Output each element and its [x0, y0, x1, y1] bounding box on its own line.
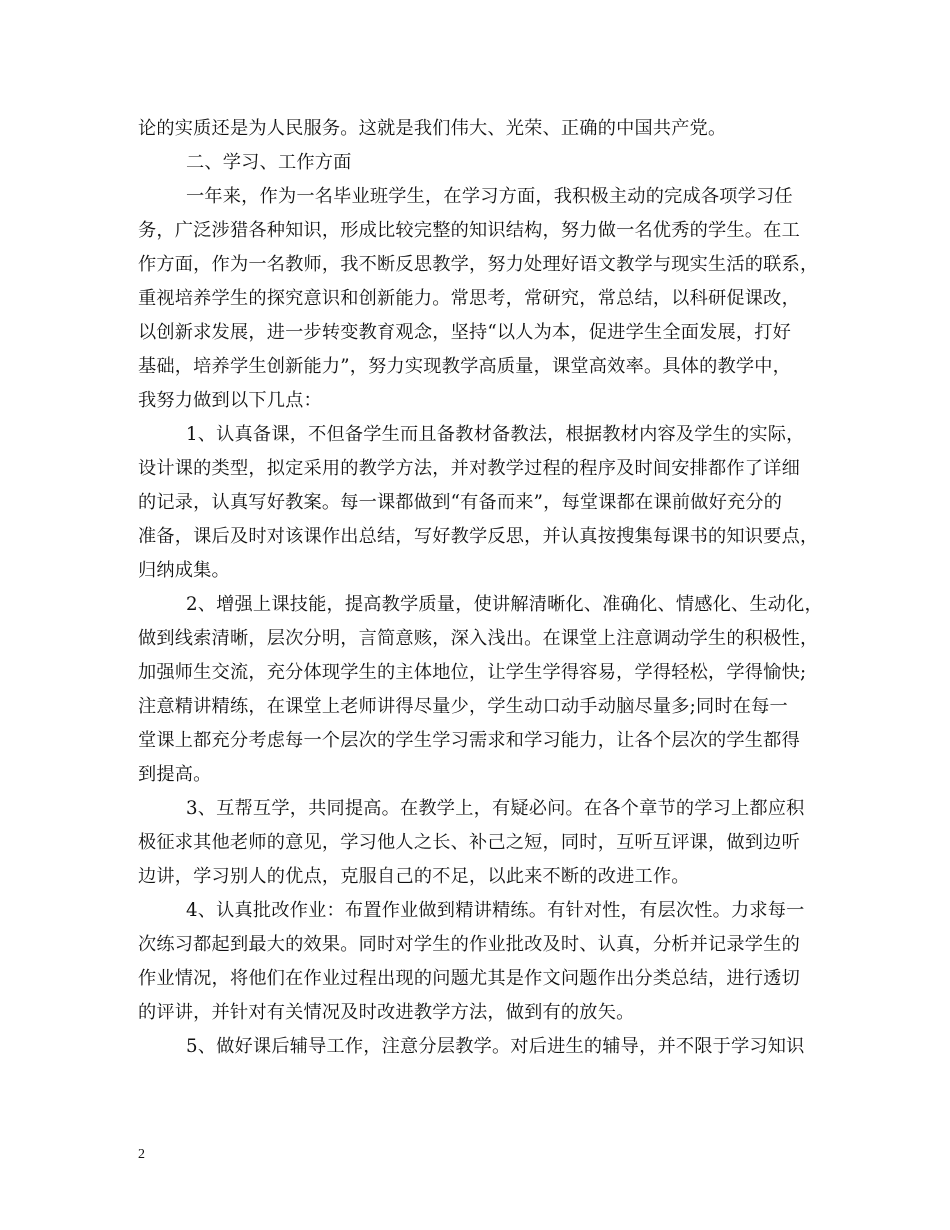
- text-line: 次练习都起到最大的效果。同时对学生的作业批改及时、认真，分析并记录学生的: [138, 934, 800, 955]
- text-line: 3、互帮互学，共同提高。在教学上，有疑必问。在各个章节的学习上都应积: [186, 798, 805, 819]
- text-line: 一年来，作为一名毕业班学生，在学习方面，我积极主动的完成各项学习任: [186, 186, 793, 207]
- text-line: 重视培养学生的探究意识和创新能力。常思考，常研究，常总结，以科研促课改，: [138, 288, 800, 309]
- text-line: 到提高。: [138, 764, 212, 785]
- text-line: 基础，培养学生创新能力”，努力实现教学高质量，课堂高效率。具体的教学中，: [138, 356, 792, 377]
- text-line: 作业情况，将他们在作业过程出现的问题尤其是作文问题作出分类总结，进行透切: [138, 968, 800, 989]
- page-number: 2: [138, 1147, 145, 1162]
- text-line: 堂课上都充分考虑每一个层次的学生学习需求和学习能力，让各个层次的学生都得: [138, 730, 800, 751]
- text-line: 我努力做到以下几点：: [138, 390, 322, 411]
- text-line: 边讲，学习别人的优点，克服自己的不足，以此来不断的改进工作。: [138, 866, 690, 887]
- text-line: 以创新求发展，进一步转变教育观念，坚持“以人为本，促进学生全面发展，打好: [138, 322, 792, 343]
- text-line: 准备，课后及时对该课作出总结，写好教学反思，并认真按搜集每课书的知识要点，: [138, 526, 819, 547]
- text-line: 作方面，作为一名教师，我不断反思教学，努力处理好语文教学与现实生活的联系，: [138, 254, 819, 275]
- text-line: 的记录，认真写好教案。每一课都做到“有备而来”，每堂课都在课前做好充分的: [138, 492, 783, 513]
- text-line: 2、增强上课技能，提高教学质量，使讲解清晰化、准确化、情感化、生动化，: [186, 594, 823, 615]
- text-line: 注意精讲精练，在课堂上老师讲得尽量少，学生动口动手动脑尽量多;同时在每一: [138, 696, 788, 717]
- text-line: 设计课的类型，拟定采用的教学方法，并对教学过程的程序及时间安排都作了详细: [138, 458, 800, 479]
- text-line: 4、认真批改作业：布置作业做到精讲精练。有针对性，有层次性。力求每一: [186, 900, 805, 921]
- text-line: 1、认真备课，不但备学生而且备教材备教法，根据教材内容及学生的实际，: [186, 424, 805, 445]
- text-line: 的评讲，并针对有关情况及时改进教学方法，做到有的放矢。: [138, 1002, 635, 1023]
- text-line: 论的实质还是为人民服务。这就是我们伟大、光荣、正确的中国共产党。: [138, 118, 727, 139]
- text-line: 归纳成集。: [138, 560, 230, 581]
- text-line: 做到线索清晰，层次分明，言简意赅，深入浅出。在课堂上注意调动学生的积极性，: [138, 628, 819, 649]
- text-line: 务，广泛涉猎各种知识，形成比较完整的知识结构，努力做一名优秀的学生。在工: [138, 220, 800, 241]
- section-heading: 二、学习、工作方面: [186, 152, 352, 173]
- text-line: 极征求其他老师的意见，学习他人之长、补己之短，同时，互听互评课，做到边听: [138, 832, 800, 853]
- text-line: 5、做好课后辅导工作，注意分层教学。对后进生的辅导，并不限于学习知识: [186, 1036, 805, 1057]
- text-line: 加强师生交流，充分体现学生的主体地位，让学生学得容易，学得轻松，学得愉快;: [138, 662, 807, 683]
